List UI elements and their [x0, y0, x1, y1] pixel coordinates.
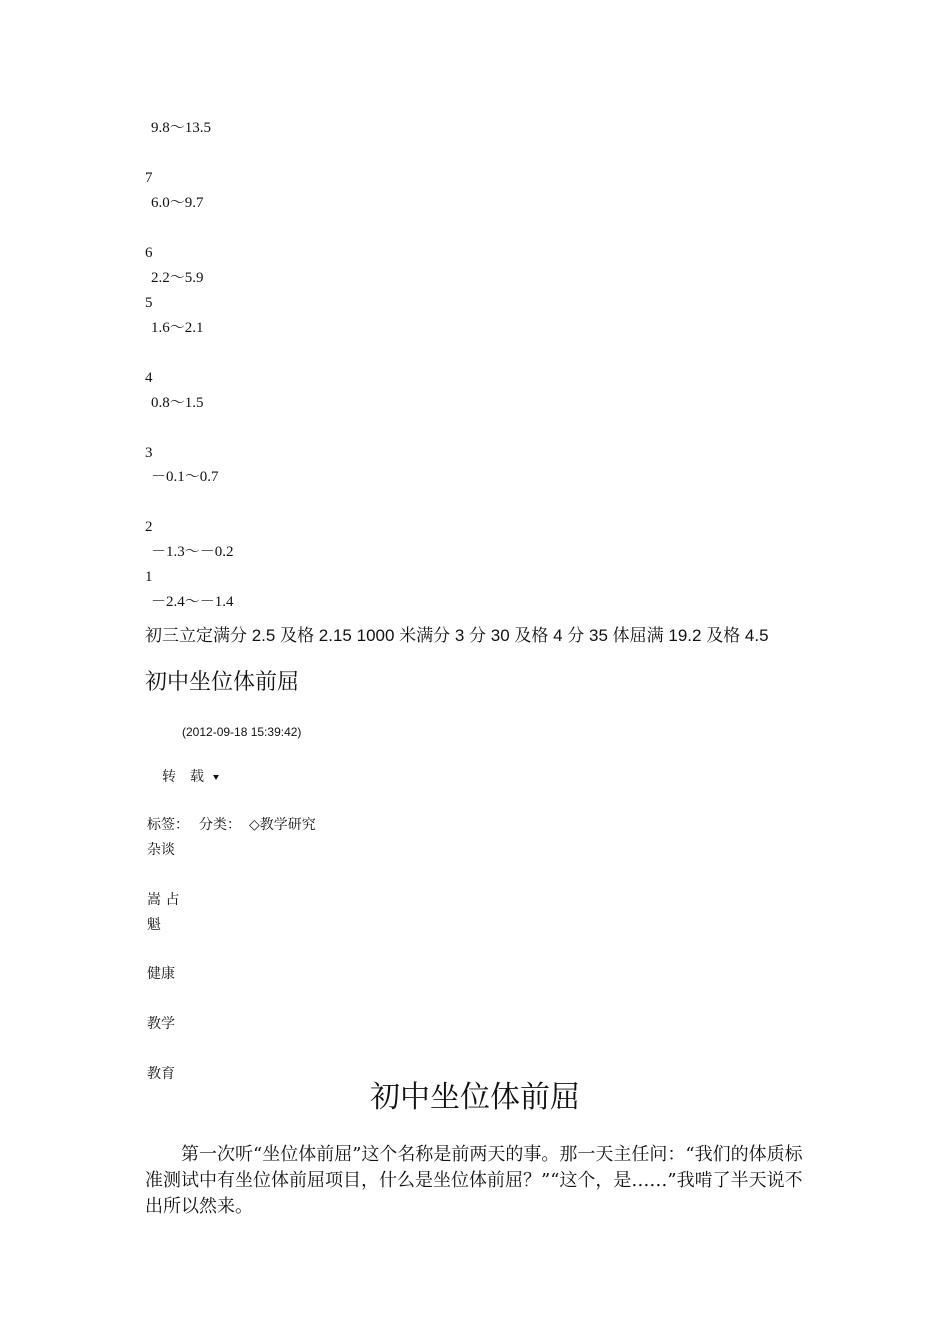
score-value: 2 — [145, 519, 153, 535]
repost-label: 转 载 — [162, 769, 204, 785]
caret-down-icon — [213, 775, 219, 780]
article-paragraph: 第一次听“坐位体前屈”这个名称是前两天的事。那一天主任问：“我们的体质标准测试中有坐位体前屈项目，什么是坐位体前屈？”“这个，是……”我啃了半天说不出所以然来。 — [145, 1144, 803, 1217]
tag-link[interactable]: 杂谈 — [147, 842, 175, 858]
range-value: 9.8～13.5 — [151, 120, 212, 136]
score-value: 4 — [145, 370, 153, 386]
tags-label: 标签： — [147, 817, 189, 833]
score-value: 7 — [145, 170, 153, 186]
range-value: 1.6～2.1 — [151, 320, 204, 336]
score-value: 1 — [145, 569, 153, 585]
tag-link[interactable]: 魁 — [147, 917, 161, 933]
score-value: 6 — [145, 245, 153, 261]
range-value: 0.8～1.5 — [151, 395, 204, 411]
tag-link[interactable]: 嵩 占 — [147, 892, 180, 908]
standards-line: 初三立定满分 2.5 及格 2.15 1000 米满分 3 分 30 及格 4 分 35 体屈满 19.2 及格 4.5 — [145, 626, 769, 645]
tag-link[interactable]: 教育 — [147, 1066, 175, 1082]
article-title: 初中坐位体前屈 — [370, 1080, 580, 1115]
range-value: －2.4～－1.4 — [151, 594, 234, 610]
range-value: －1.3～－0.2 — [151, 544, 234, 560]
range-value: 6.0～9.7 — [151, 195, 204, 211]
post-title: 初中坐位体前屈 — [145, 669, 300, 694]
range-value: －0.1～0.7 — [151, 469, 219, 485]
score-value: 3 — [145, 445, 153, 461]
range-value: 2.2～5.9 — [151, 270, 204, 286]
category-link[interactable]: ◇教学研究 — [249, 817, 316, 833]
repost-button[interactable] — [162, 770, 219, 784]
category-label: 分类： — [199, 817, 241, 833]
tag-link[interactable]: 教学 — [147, 1016, 175, 1032]
tag-link[interactable]: 健康 — [147, 966, 175, 982]
post-timestamp: (2012-09-18 15:39:42) — [182, 725, 302, 739]
score-value: 5 — [145, 295, 153, 311]
